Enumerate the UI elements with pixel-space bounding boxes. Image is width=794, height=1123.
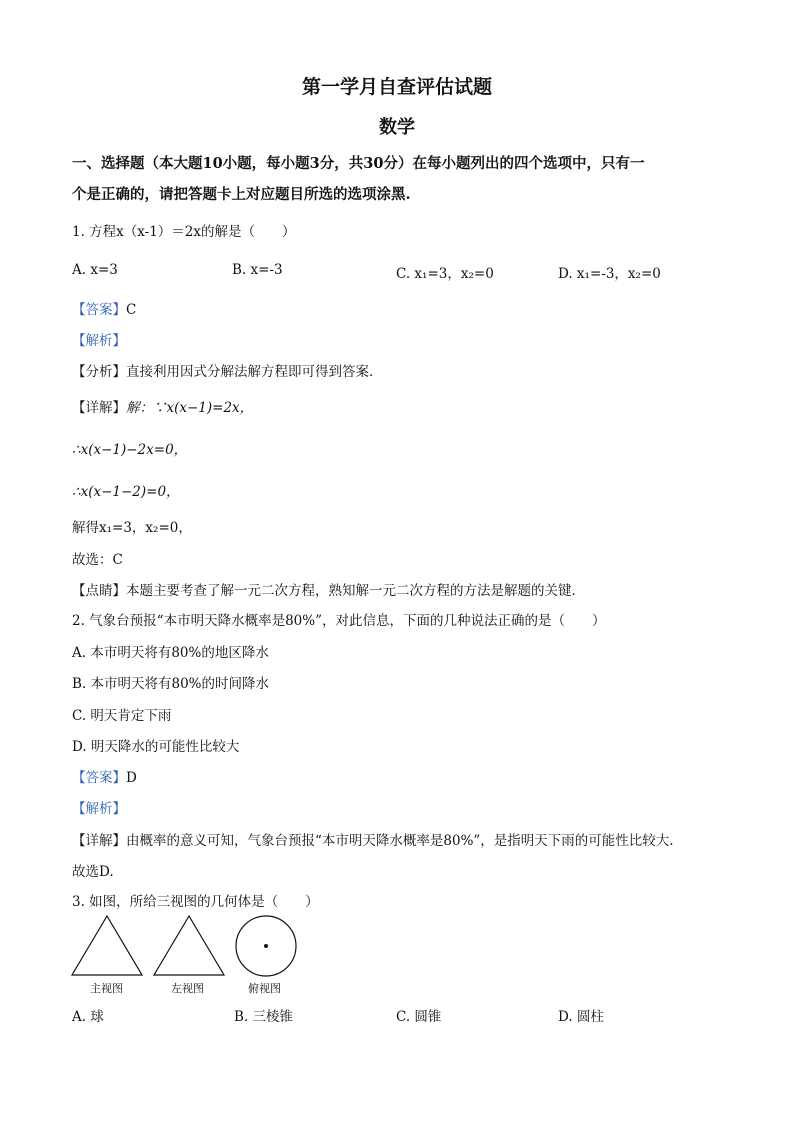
q1-dianjing-tag: 【点睛】 [72,583,126,599]
q1-dianjing-row [72,579,585,599]
q1-dianjing: 本题主要考查了解一元二次方程，熟知解一元二次方程的方法是解题的关键． [126,583,585,599]
q1-answer-row [72,298,136,318]
q1-detail-line3: ∴x(x−1−2)=0， [72,484,180,500]
side-view-triangle [152,914,226,978]
q2-stem: 2. 气象台预报“本市明天降水概率是80%”，对此信息，下面的几种说法正确的是（ ） [72,613,606,629]
q2-analysis-tag: 【解析】 [72,801,126,817]
q1-answer: C [126,302,137,318]
subject-title: 数学 [379,117,415,138]
caption-front-view: 主视图 [90,982,123,995]
q1-detail-line2: ∴x(x−1)−2x=0， [72,442,188,458]
q2-option-d: D. 明天降水的可能性比较大 [72,739,240,755]
q1-detail-tag: 【详解】 [72,400,126,416]
q1-answer-tag: 【答案】 [72,302,126,318]
page-title: 第一学月自查评估试题 [301,76,492,98]
q2-choose: 故选D. [72,864,114,880]
q1-option-d: D. x₁=-3，x₂=0 [558,266,661,282]
q3-stem: 3. 如图，所给三视图的几何体是（ ） [72,894,319,910]
q2-detail: 由概率的意义可知，气象台预报“本市明天降水概率是80%”，是指明天下雨的可能性比较大. [126,833,674,849]
section-heading-line2: 个是正确的，请把答题卡上对应题目所选的选项涂黑. [72,186,411,203]
q3-option-b: B. 三棱锥 [234,1009,294,1025]
q1-choose: 故选：C [72,552,123,568]
q1-option-c: C. x₁=3，x₂=0 [396,266,494,282]
caption-top-view: 俯视图 [248,982,281,995]
q3-option-c: C. 圆锥 [396,1009,442,1025]
q1-fenxi-row [72,360,383,380]
q2-answer-tag: 【答案】 [72,770,126,786]
q1-analysis-tag: 【解析】 [72,333,126,349]
q2-option-b: B. 本市明天将有80%的时间降水 [72,676,270,692]
front-view-triangle [70,914,144,978]
q1-detail-line4: 解得x₁=3，x₂=0， [72,520,192,536]
caption-side-view: 左视图 [171,982,204,995]
q1-fenxi: 直接利用因式分解法解方程即可得到答案． [126,364,383,380]
section-heading-line1: 一、选择题（本大题10小题，每小题3分，共30分）在每小题列出的四个选项中，只有一 [72,155,645,172]
q2-detail-tag: 【详解】 [72,833,126,849]
q1-detail-line1: 解：∵x(x−1)=2x， [126,400,254,416]
q1-option-a: A. x=3 [72,262,118,278]
q2-detail-row [72,829,674,849]
q2-option-c: C. 明天肯定下雨 [72,708,172,724]
q3-option-a: A. 球 [72,1009,104,1025]
top-view-circle [234,914,298,978]
q1-option-b: B. x=-3 [232,262,283,278]
q3-option-d: D. 圆柱 [558,1009,604,1025]
q1-fenxi-tag: 【分析】 [72,364,126,380]
center-dot [264,944,268,948]
q1-detail-row [72,396,253,416]
q2-option-a: A. 本市明天将有80%的地区降水 [72,645,269,661]
q2-answer-row [72,766,137,786]
q2-answer: D [126,770,137,786]
q1-stem: 1. 方程x（x-1）＝2x的解是（ ） [72,224,296,240]
